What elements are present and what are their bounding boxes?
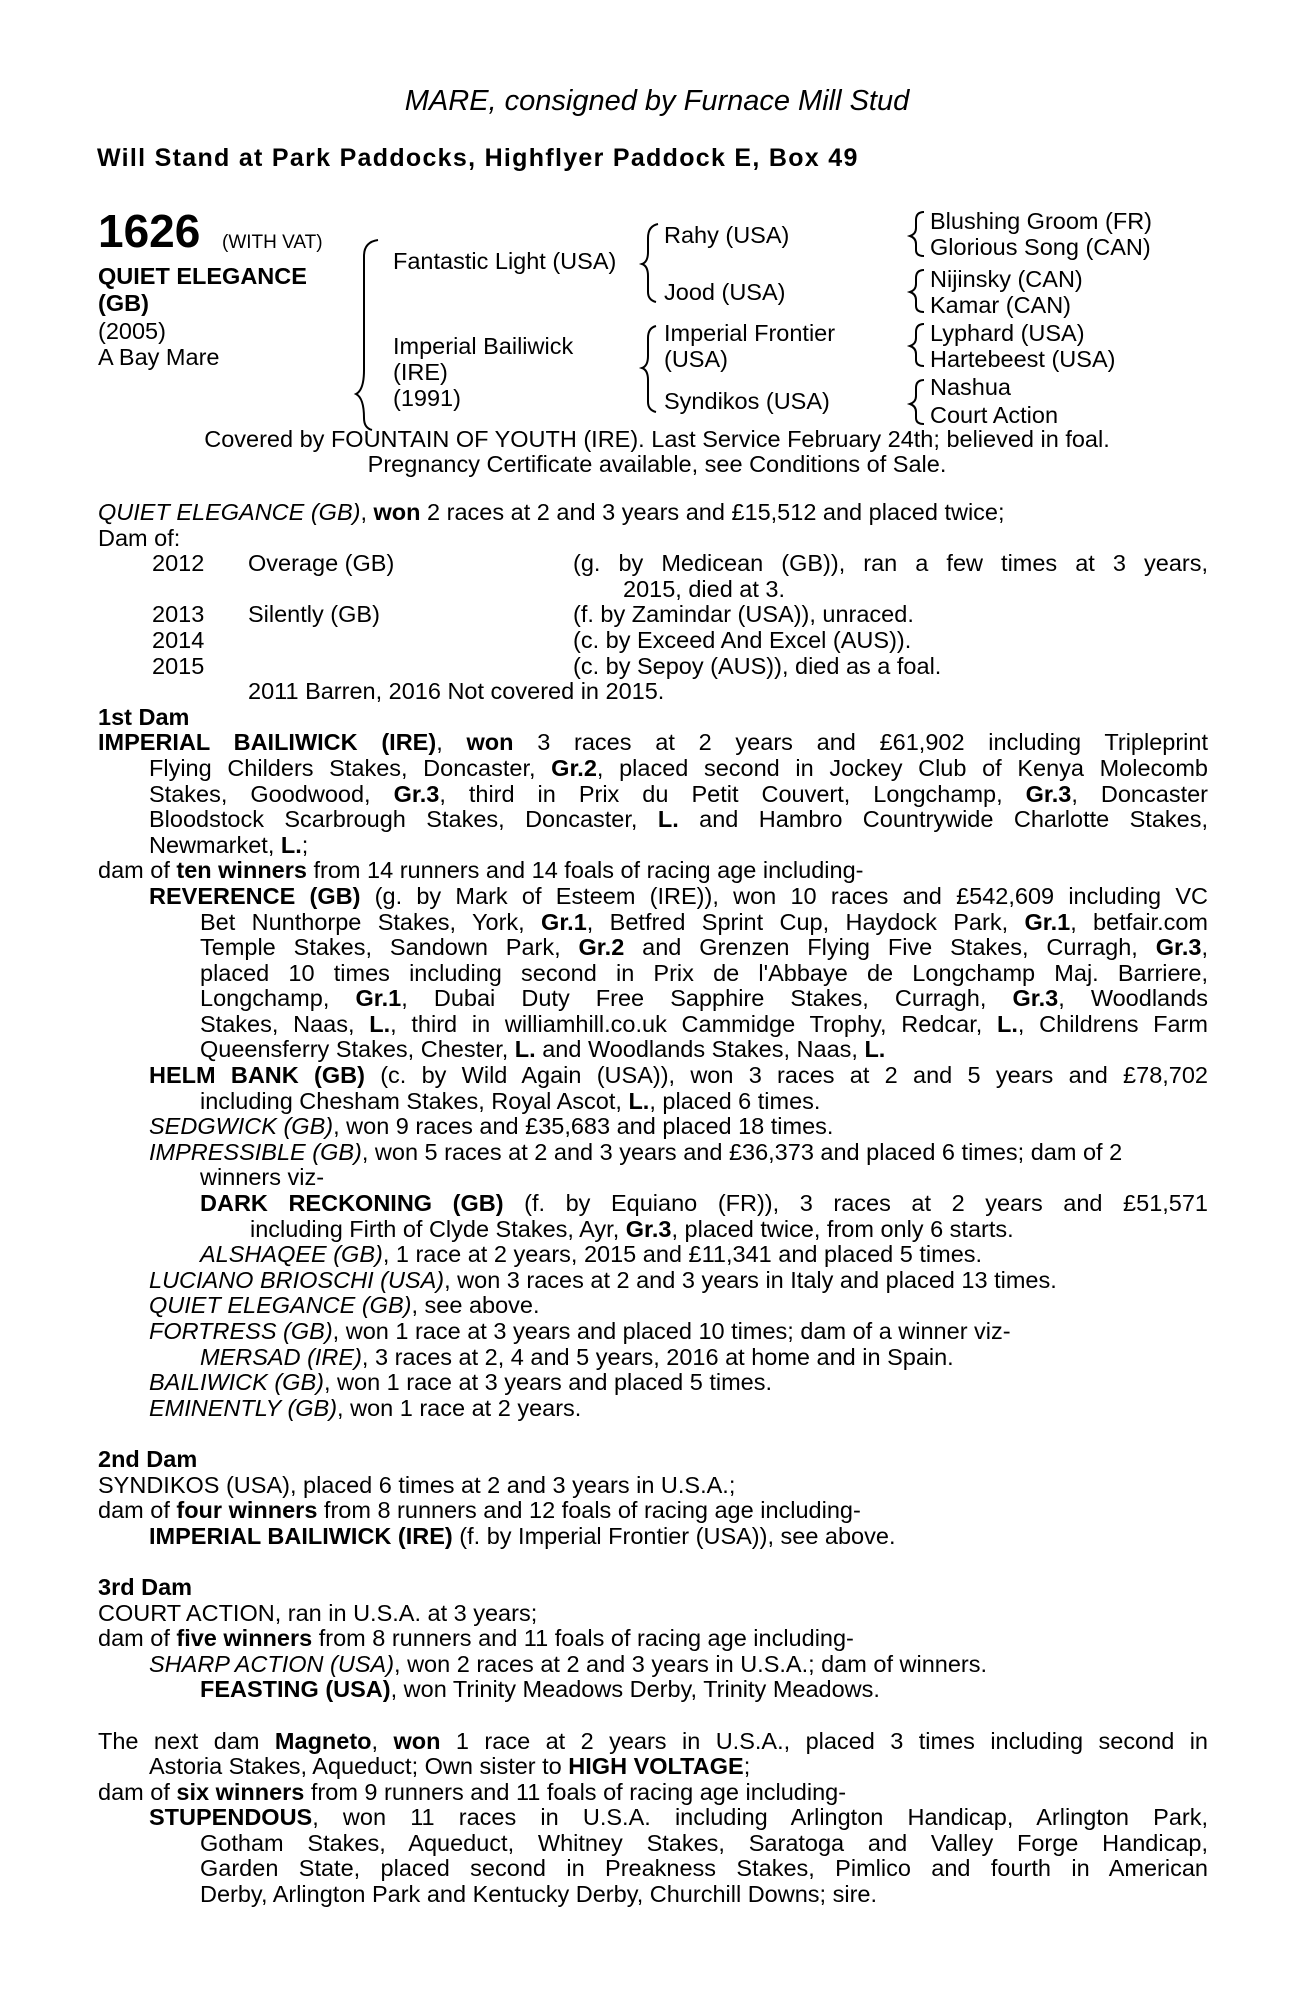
intro-name: QUIET ELEGANCE (GB) (98, 499, 361, 525)
ped-dam-sire-line2: (USA) (664, 346, 728, 372)
runner-name: DARK RECKONING (GB) (200, 1190, 504, 1217)
produce-name: Silently (GB) (248, 601, 380, 628)
grade-label: Gr.1 (355, 985, 402, 1012)
dam1-text: , placed second in Jockey Club of Kenya Molecomb (596, 754, 1208, 781)
grade-label: L. (369, 1010, 391, 1037)
dam3-runner (98, 1652, 1208, 1678)
reverence-text: , Woodlands (1058, 985, 1208, 1012)
next-text: The next dam (98, 1727, 275, 1754)
grade-label: Gr.1 (1024, 908, 1071, 935)
helm-text: , placed 6 times. (649, 1087, 821, 1114)
ped-g7: Nashua (930, 374, 1011, 400)
next-dam-name: Magneto (274, 1727, 372, 1754)
runner-name: BAILIWICK (GB) (149, 1369, 324, 1396)
grade-label: Gr.3 (625, 1215, 672, 1242)
damof-text: dam of (98, 1778, 177, 1805)
runner-text: , won 1 race at 2 years. (337, 1394, 582, 1421)
next-dam-line (98, 1754, 1208, 1780)
reverence-text: Stakes, Naas, (200, 1010, 370, 1037)
horse-description: A Bay Mare (98, 344, 220, 370)
reverence-line (98, 1037, 1208, 1063)
produce-year: 2015 (152, 652, 205, 679)
dam3-heading: 3rd Dam (98, 1573, 193, 1600)
dam3-line: COURT ACTION, ran in U.S.A. at 3 years; (98, 1599, 538, 1626)
horse-name-line1: QUIET ELEGANCE (98, 263, 307, 289)
reverence-line (98, 910, 1208, 936)
grade-label: Gr.3 (1025, 780, 1072, 807)
dam1-text: , Doncaster (1071, 780, 1208, 807)
spacer (98, 1703, 1208, 1729)
grade-label: L. (864, 1036, 886, 1063)
runner-line (98, 1293, 1208, 1319)
damof-text: from 14 runners and 14 foals of racing age including- (306, 857, 864, 884)
runner-name: SHARP ACTION (USA) (149, 1650, 395, 1677)
winners-count: five winners (176, 1625, 313, 1652)
runner-line (98, 1396, 1208, 1422)
runner-name: IMPERIAL BAILIWICK (IRE) (149, 1522, 453, 1549)
grade-label: Gr.2 (578, 934, 625, 961)
produce-row (98, 628, 1208, 654)
dam1-damof (98, 858, 1208, 884)
produce-row (98, 654, 1208, 680)
dam2-heading: 2nd Dam (98, 1445, 198, 1472)
produce-detail-cont: 2015, died at 3. (623, 575, 786, 602)
runner-name: FEASTING (USA) (200, 1676, 391, 1703)
damof-text: dam of (98, 857, 177, 884)
brace-g56 (910, 324, 924, 366)
runner-line (98, 1114, 1208, 1140)
produce-detail: (c. by Sepoy (AUS)), died as a foal. (573, 652, 942, 679)
dam3-damof (98, 1626, 1208, 1652)
damof-text: dam of (98, 1497, 177, 1524)
grade-label: L. (280, 831, 302, 858)
produce-year: 2014 (152, 626, 205, 653)
reverence-text: (g. by Mark of Esteem (IRE)), won 10 races and £542,609 including VC (360, 882, 1209, 909)
runner-line (98, 1370, 1208, 1396)
dam1-line: IMPERIAL BAILIWICK (IRE), won 3 races at 2 years and £61,902 including Tripleprint (98, 729, 1208, 756)
produce-detail: (f. by Zamindar (USA)), unraced. (573, 601, 914, 628)
brace-dam (642, 326, 656, 412)
winners-count: six winners (176, 1778, 305, 1805)
runner-name: IMPRESSIBLE (GB) (149, 1138, 362, 1165)
intro-won: won (373, 499, 421, 525)
runner-text: , won 5 races at 2 and 3 years and £36,373 and placed 6 times; dam of 2 (361, 1138, 1123, 1165)
runner-line: winners viz- (200, 1164, 325, 1191)
damof-text: dam of (98, 1625, 177, 1652)
runner-line (98, 1319, 1208, 1345)
reverence-text: , third in williamhill.co.uk Cammidge Trophy, Redcar, (390, 1010, 998, 1037)
reverence-name: REVERENCE (GB) (149, 882, 361, 909)
reverence-text: , Dubai Duty Free Sapphire Stakes, Curragh, (401, 985, 1013, 1012)
dam1-heading: 1st Dam (98, 703, 190, 730)
damof-text: from 9 runners and 11 foals of racing age including- (304, 1778, 847, 1805)
produce-name: Overage (GB) (248, 550, 395, 577)
horse-name-line2: (GB) (98, 290, 149, 316)
runner-line (98, 1140, 1208, 1166)
dam1-text: Bloodstock Scarbrough Stakes, Doncaster, (149, 806, 658, 833)
runner-text: (f. by Imperial Frontier (USA)), see above. (452, 1522, 896, 1549)
ped-dam-sire-line1: Imperial Frontier (664, 320, 836, 346)
runner-text: , 3 races at 2, 4 and 5 years, 2016 at home and in Spain. (361, 1343, 954, 1370)
next-text: ; (743, 1753, 751, 1780)
reverence-line (98, 986, 1208, 1012)
produce-detail: (c. by Exceed And Excel (AUS)). (573, 626, 912, 653)
winners-count: four winners (176, 1497, 318, 1524)
dam2-runner (98, 1524, 1208, 1550)
grade-label: L. (628, 1087, 650, 1114)
dam1-text: ; (301, 831, 309, 858)
reverence-line: placed 10 times including second in Prix de l'Abbaye de Longchamp Maj. Barriere, (200, 959, 1208, 986)
reverence-text: , betfair.com (1070, 908, 1209, 935)
runner-text: , won 9 races and £35,683 and placed 18 times. (333, 1113, 834, 1140)
runner-text: , won 1 race at 3 years and placed 5 times. (323, 1369, 773, 1396)
produce-row (98, 551, 1208, 577)
reverence-text: Bet Nunthorpe Stakes, York, (200, 908, 542, 935)
dam2-damof (98, 1498, 1208, 1524)
dam1-text: Stakes, Goodwood, (149, 780, 394, 807)
ped-sire: Fantastic Light (USA) (393, 248, 617, 274)
reverence-line (98, 935, 1208, 961)
runner-text: , 1 race at 2 years, 2015 and £11,341 and placed 5 times. (382, 1241, 983, 1268)
brace-g34 (910, 270, 924, 312)
damof-text: from 8 runners and 11 foals of racing age including- (312, 1625, 854, 1652)
runner-line (98, 1268, 1208, 1294)
page-title: MARE, consigned by Furnace Mill Stud (404, 85, 910, 117)
brace-main (356, 240, 378, 430)
ped-g3: Nijinsky (CAN) (930, 266, 1083, 292)
helm-line (98, 1063, 1208, 1089)
runner-name: SEDGWICK (GB) (149, 1113, 334, 1140)
grade-label: L. (514, 1036, 536, 1063)
next-text: 1 race at 2 years in U.S.A., placed 3 times including second in (440, 1727, 1209, 1754)
grade-label: Gr.1 (541, 908, 587, 935)
stupendous-line: Derby, Arlington Park and Kentucky Derby, Churchill Downs; sire. (200, 1881, 877, 1908)
brace-g12 (910, 212, 924, 256)
runner-line (98, 1242, 1208, 1268)
ped-sire-dam: Jood (USA) (664, 279, 786, 305)
runner-text: , won 11 races in U.S.A. including Arlington Handicap, Arlington Park, (312, 1804, 1208, 1831)
reverence-text: , (1201, 934, 1208, 961)
dam1-line (98, 782, 1208, 808)
reverence-text: , Childrens Farm (1017, 1010, 1209, 1037)
reverence-line (98, 1012, 1208, 1038)
ped-dam-line2: (IRE) (393, 359, 448, 385)
dam1-name: IMPERIAL BAILIWICK (IRE) (98, 729, 437, 756)
produce-year: 2013 (152, 601, 205, 628)
produce-row-cont (98, 577, 1208, 603)
stupendous-line: Gotham Stakes, Aqueduct, Whitney Stakes, Saratoga and Valley Forge Handicap, (200, 1829, 1208, 1856)
dam1-line (98, 807, 1208, 833)
grade-label: Gr.3 (1012, 985, 1059, 1012)
runner-name: QUIET ELEGANCE (GB) (149, 1292, 412, 1319)
helm-text: including Chesham Stakes, Royal Ascot, (200, 1087, 629, 1114)
runner-text: , won Trinity Meadows Derby, Trinity Meadows. (390, 1676, 880, 1703)
next-text: Astoria Stakes, Aqueduct; Own sister to (149, 1753, 569, 1780)
runner-line (98, 1217, 1208, 1243)
sibling-name: HIGH VOLTAGE (568, 1753, 744, 1780)
dam1-line (98, 833, 1208, 859)
winners-count: ten winners (176, 857, 307, 884)
produce-intro: QUIET ELEGANCE (GB), won 2 races at 2 and 3 years and £15,512 and placed twice; (98, 499, 1005, 525)
vat-note: (WITH VAT) (222, 232, 323, 253)
runner-line (98, 1191, 1208, 1217)
next-won: won (393, 1727, 441, 1754)
dam1-text: Flying Childers Stakes, Doncaster, (149, 754, 552, 781)
runner-text: (f. by Equiano (FR)), 3 races at 2 years and £51,571 (503, 1190, 1208, 1217)
runner-name: ALSHAQEE (GB) (200, 1241, 383, 1268)
stupendous-line (98, 1805, 1208, 1831)
runner-name: STUPENDOUS (149, 1804, 313, 1831)
runner-name: FORTRESS (GB) (149, 1318, 333, 1344)
grade-label: Gr.3 (1155, 934, 1202, 961)
runner-text: , won 1 race at 3 years and placed 10 times; dam of a winner viz- (332, 1318, 1011, 1344)
dam-of-label: Dam of: (98, 524, 181, 551)
helm-line (98, 1089, 1208, 1115)
produce-year: 2012 (152, 550, 205, 577)
next-dam-line: The next dam Magneto, won 1 race at 2 years in U.S.A., placed 3 times including second in (98, 1727, 1209, 1754)
dam3-runner (98, 1677, 1208, 1703)
dam1-text: 3 races at 2 years and £61,902 including Tripleprint (513, 729, 1208, 756)
foaling-year: (2005) (98, 318, 166, 344)
ped-g6: Hartebeest (USA) (930, 346, 1116, 372)
reverence-text: and Woodlands Stakes, Naas, (535, 1036, 865, 1063)
covered-line2: Pregnancy Certificate available, see Conditions of Sale. (367, 451, 947, 477)
lot-number: 1626 (98, 205, 201, 257)
damof-text: from 8 runners and 12 foals of racing age including- (317, 1497, 861, 1524)
intro-rest: 2 races at 2 and 3 years and £15,512 and placed twice; (420, 499, 1005, 525)
reverence-text: and Grenzen Flying Five Stakes, Curragh, (624, 934, 1156, 961)
reverence-text: Temple Stakes, Sandown Park, (200, 934, 579, 961)
produce-detail: (g. by Medicean (GB)), ran a few times at 3 years, (573, 550, 1208, 577)
ped-sire-sire: Rahy (USA) (664, 222, 790, 248)
ped-g5: Lyphard (USA) (930, 320, 1085, 346)
brace-sire (642, 224, 658, 302)
helm-name: HELM BANK (GB) (149, 1062, 365, 1089)
dam2-line: SYNDIKOS (USA), placed 6 times at 2 and 3 years in U.S.A.; (98, 1471, 736, 1498)
stand-location: Will Stand at Park Paddocks, Highflyer Paddock E, Box 49 (97, 144, 859, 172)
runner-text: , see above. (411, 1292, 540, 1319)
runner-name: LUCIANO BRIOSCHI (USA) (149, 1266, 445, 1293)
dam1-text: , third in Prix du Petit Couvert, Longchamp, (439, 780, 1026, 807)
produce-row (98, 602, 1208, 628)
barren-note (98, 679, 1208, 705)
runner-text: , won 2 races at 2 and 3 years in U.S.A.; dam of winners. (394, 1650, 988, 1677)
runner-text: , placed twice, from only 6 starts. (671, 1215, 1014, 1242)
reverence-text: Longchamp, (200, 985, 356, 1012)
reverence-line (98, 884, 1208, 910)
runner-name: EMINENTLY (GB) (149, 1394, 338, 1421)
ped-dam-dam: Syndikos (USA) (664, 388, 830, 414)
dam1-text: Newmarket, (149, 831, 281, 858)
runner-text: including Firth of Clyde Stakes, Ayr, (250, 1215, 626, 1242)
helm-text: (c. by Wild Again (USA)), won 3 races at 2 and 5 years and £78,702 (364, 1062, 1208, 1089)
runner-name: MERSAD (IRE) (200, 1343, 362, 1370)
catalogue-body (98, 500, 1208, 1908)
barren-text: 2011 Barren, 2016 Not covered in 2015. (248, 678, 665, 705)
ped-g2: Glorious Song (CAN) (930, 234, 1151, 260)
ped-g1: Blushing Groom (FR) (930, 208, 1152, 234)
covered-line1: Covered by FOUNTAIN OF YOUTH (IRE). Last Service February 24th; believed in foal. (204, 426, 1110, 452)
grade-label: L. (997, 1010, 1018, 1037)
spacer (98, 1549, 1208, 1575)
brace-g78 (910, 380, 924, 424)
next-damof (98, 1780, 1208, 1806)
grade-label: Gr.2 (551, 754, 597, 781)
runner-text: , won 3 races at 2 and 3 years in Italy and placed 13 times. (444, 1266, 1057, 1293)
dam1-text: and Hambro Countrywide Charlotte Stakes, (678, 806, 1208, 833)
grade-label: Gr.3 (393, 780, 440, 807)
spacer (98, 1421, 1208, 1447)
ped-dam-line3: (1991) (393, 385, 461, 411)
stupendous-line: Garden State, placed second in Preakness Stakes, Pimlico and fourth in American (200, 1855, 1208, 1882)
runner-line (98, 1345, 1208, 1371)
reverence-text: Queensferry Stakes, Chester, (200, 1036, 515, 1063)
ped-g8: Court Action (930, 402, 1059, 428)
dam1-line (98, 756, 1208, 782)
ped-dam-line1: Imperial Bailiwick (393, 333, 574, 359)
grade-label: L. (657, 806, 679, 833)
ped-g4: Kamar (CAN) (930, 292, 1072, 318)
reverence-text: , Betfred Sprint Cup, Haydock Park, (586, 908, 1025, 935)
dam1-won: won (466, 729, 514, 756)
